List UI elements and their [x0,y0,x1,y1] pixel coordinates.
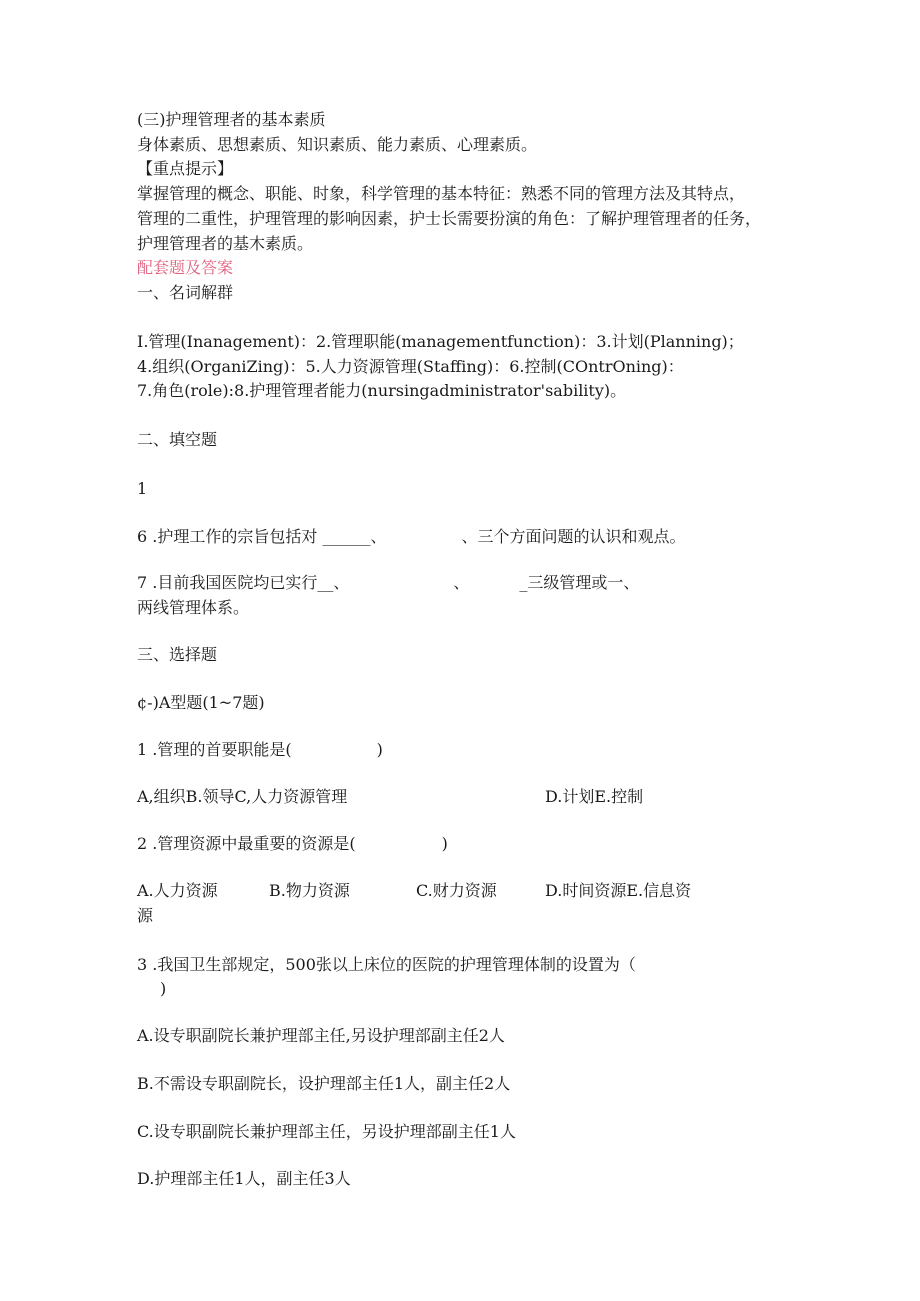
part3-subheading: ¢-)A型题(1~7题) [137,693,265,712]
q3-option-a: A.设专职副院长兼护理部主任,另设护理部副主任2人 [137,1026,505,1045]
q1-options-left: A,组织B.领导C,人力资源管理 [137,787,348,806]
q2-option-b: B.物力资源 [269,881,350,900]
q2-option-d: D.时间资源E.信息资 [545,881,692,900]
q1-stem: 1 .管理的首要职能是( [137,740,292,759]
q7-part-d: 两线管理体系。 [137,598,250,617]
q7-part-b: 、 [453,573,470,592]
q3-option-c: C.设专职副院长兼护理部主任，另设护理部副主任1人 [137,1122,516,1141]
key-points-line-2: 管理的二重性，护理管理的影响因素，护士长需要扮演的角色：了解护理管理者的任务， [137,209,762,228]
q1-options-right: D.计划E.控制 [545,787,644,806]
terms-line-1: I.管理(Inanagement)：2.管理职能(managementfunction)：3.计划(Planning)； [137,332,744,351]
fill-question-6 [137,527,685,547]
exercises-heading: 配套题及答案 [137,258,234,277]
part1-heading: 一、名词解群 [137,283,234,302]
q2-option-c: C.财力资源 [416,881,497,900]
q7-part-c: _三级管理或一、 [519,573,640,592]
q2-stem: 2 .管理资源中最重要的资源是( [137,834,356,853]
part3-heading: 三、选择题 [137,645,218,664]
key-points-line-1: 掌握管理的概念、职能、时象，科学管理的基本特征：熟悉不同的管理方法及其特点， [137,184,746,203]
choice-question-2 [137,834,448,854]
choice-question-1 [137,740,383,760]
qualities-text: 身体素质、思想素质、知识素质、能力素质、心理素质。 [137,135,538,154]
terms-line-2: 4.组织(OrganiZing)：5.人力资源管理(Staffing)：6.控制(COntrOning)： [137,357,684,376]
section-heading-qualities: (三)护理管理者的基本素质 [137,110,326,129]
fill-question-7 [137,573,639,593]
key-points-heading: 【重点提示】 [137,159,234,178]
q6-part-b: 、三个方面问题的认识和观点。 [461,527,686,546]
q2-option-tail: 源 [137,906,154,925]
q3-option-b: B.不需设专职副院长，设护理部主任1人，副主任2人 [137,1074,511,1093]
terms-line-3: 7.角色(role):8.护理管理者能力(nursingadministrator'sability)。 [137,381,627,400]
q2-option-a: A.人力资源 [137,881,218,900]
part2-heading: 二、填空题 [137,430,218,449]
fill-item-1: 1 [137,479,148,498]
q3-option-d: D.护理部主任1人，副主任3人 [137,1169,351,1188]
q7-part-a: 7 .目前我国医院均已实行__、 [137,573,350,592]
key-points-line-3: 护理管理者的基木素质。 [137,234,314,253]
q2-paren-close: ) [441,834,448,853]
q6-part-a: 6 .护理工作的宗旨包括对 ______、 [137,527,387,546]
choice-question-3: 3 .我国卫生部规定，500张以上床位的医院的护理管理体制的设置为（ [137,955,636,974]
q1-paren-close: ) [376,740,383,759]
q3-paren-close: ) [160,979,167,998]
